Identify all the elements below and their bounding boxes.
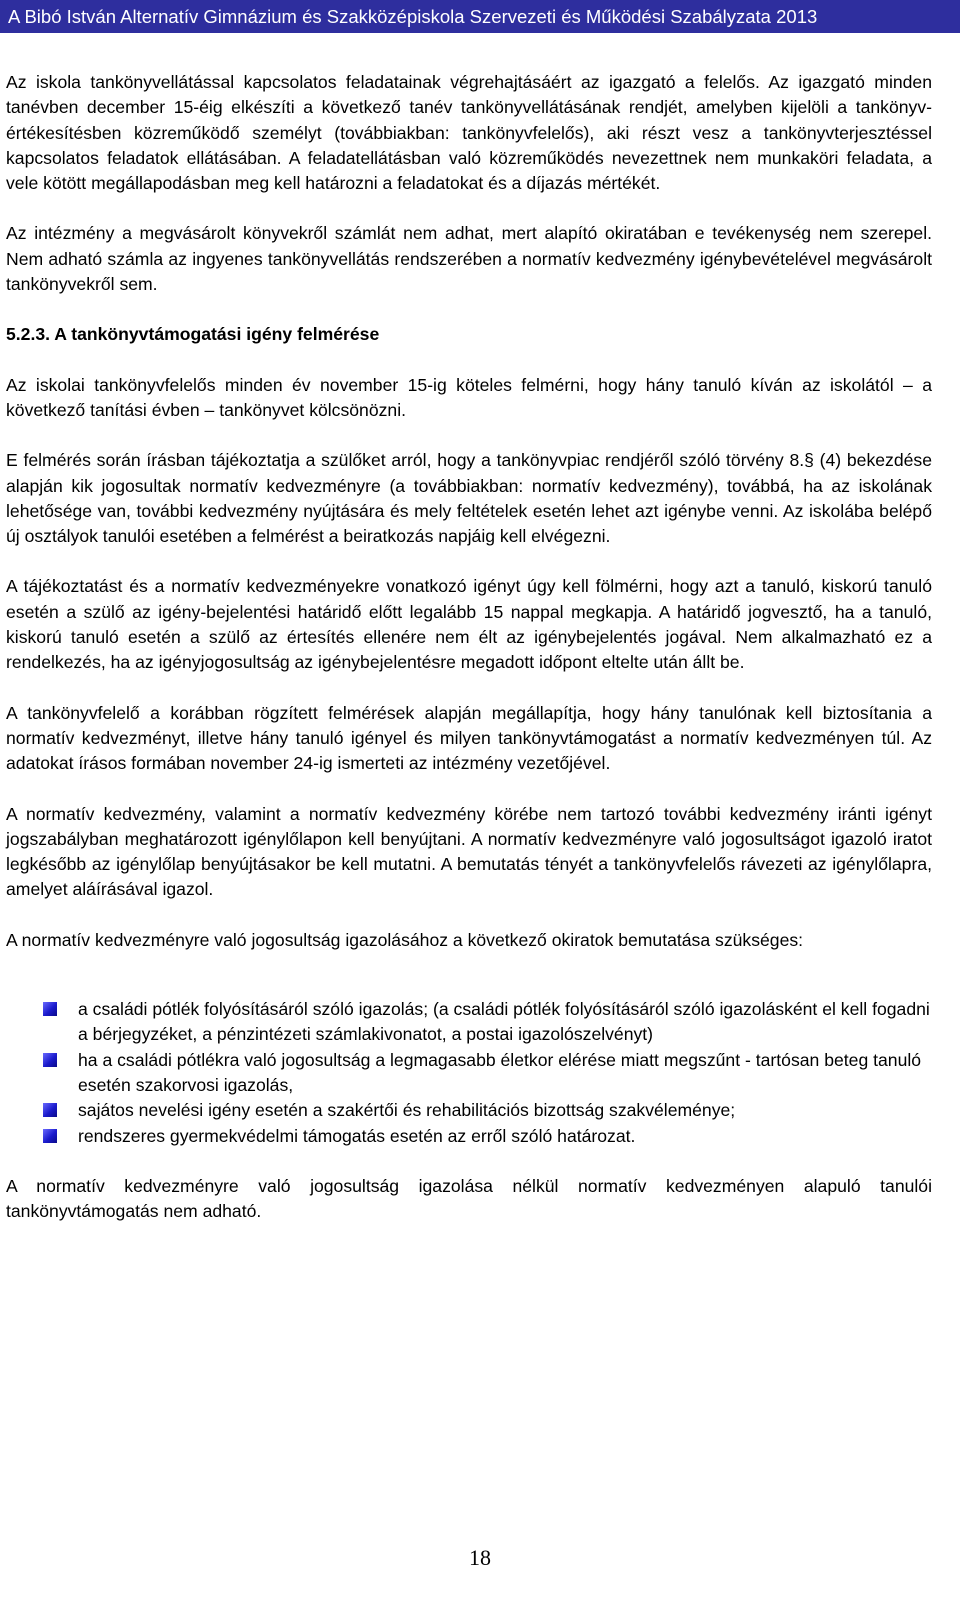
paragraph-deadline: A tájékoztatást és a normatív kedvezményekre vonatkozó igényt úgy kell fölmérni, hogy azt a tanuló, kiskorú tanuló esetén a szülő az igény-bejelentési határidő előtt legalább 15 nappal megkapja. A határidő jogvesztő, ha a tanuló, kiskorú tanuló esetén a szülő az értesítés ellenére nem élt az igénybejelentés jogával. Nem alkalmazható ez a rendelkezés, ha az igényjogosultság az igénybejelentésre megadott időpont eltelte után állt be. — [6, 576, 932, 673]
section-title: A tankönyvtámogatási igény felmérése — [54, 324, 380, 345]
square-bullet-icon — [43, 1103, 57, 1117]
list-item — [6, 1048, 932, 1099]
list-item-text: ha a családi pótlékra való jogosultság a legmagasabb életkor elérése miatt megszűnt - tartósan beteg tanuló esetén szakorvosi igazolás, — [78, 1049, 922, 1095]
documents-list — [6, 997, 932, 1149]
section-heading — [6, 322, 932, 347]
square-bullet-icon — [43, 1129, 57, 1143]
paragraph-textbook-officer: A tankönyvfelelő a korábban rögzített felmérések alapján megállapítja, hogy hány tanulónak kell biztosítania a normatív kedvezményt, illetve hány tanuló igényel és milyen tankönyvtámogatást a normatív kedvezményen túl. Az adatokat írásos formában november 24-ig ismerteti az intézmény vezetőjével. — [6, 702, 932, 774]
list-item-text: sajátos nevelési igény esetén a szakértői és rehabilitációs bizottság szakvéleménye; — [78, 1100, 736, 1121]
paragraph-survey: Az iskolai tankönyvfelelős minden év november 15-ig köteles felmérni, hogy hány tanuló kíván az iskolától – a következő tanítási évben – tankönyvet kölcsönözni. — [6, 374, 932, 420]
list-item — [6, 997, 932, 1048]
paragraph-invoice: Az intézmény a megvásárolt könyvekről számlát nem adhat, mert alapító okiratában e tevékenység nem szerepel. Nem adható számla az ingyenes tankönyvellátás rendszerében a normatív kedvezmény igénybevételével megvásárolt tankönyvekről sem. — [6, 223, 932, 295]
list-item-text: a családi pótlék folyósításáról szóló igazolás; (a családi pótlék folyósításáról szóló igazolásként el kell fogadni a bérjegyzéket, a pénzintézeti számlakivonatot, a postai igazolószelvényt) — [78, 999, 930, 1045]
paragraph-documents-intro: A normatív kedvezményre való jogosultság igazolásához a következő okiratok bemutatása szükséges: — [6, 929, 804, 950]
paragraph-no-support: A normatív kedvezményre való jogosultság igazolása nélkül normatív kedvezményen alapuló tanulói tankönyvtámogatás nem adható. — [6, 1175, 932, 1222]
square-bullet-icon — [43, 1053, 57, 1067]
paragraph-application-form: A normatív kedvezmény, valamint a normatív kedvezmény körébe nem tartozó további kedvezmény iránti igényt jogszabályban meghatározott igénylőlapon kell benyújtani. A normatív kedvezményre való jogosultságot igazoló iratot legkésőbb az igénylőlap benyújtásakor be kell mutatni. A bemutatás tényét a tankönyvfelelős rávezeti az igénylőlapra, amelyet aláírásával igazol. — [6, 803, 932, 900]
document-body — [6, 70, 932, 1249]
page-number: 18 — [469, 1545, 491, 1570]
paragraph-responsibility: Az iskola tankönyvellátással kapcsolatos feladatainak végrehajtásáért az igazgató a felelős. Az igazgató minden tanévben december 15-éig elkészíti a következő tanév tankönyvellátásának rendjét, amelyben kijelöli a tankönyv-értékesítésben közreműködő személyt (továbbiakban: tankönyvfelelős), aki részt vesz a tankönyvterjesztéssel kapcsolatos feladatok ellátásában. A feladatellátásban való közreműködés nevezettnek nem munkaköri feladata, a vele kötött megállapodásban meg kell határozni a feladatokat és a díjazás mértékét. — [6, 72, 932, 194]
list-item — [6, 1098, 932, 1123]
document-header: A Bibó István Alternatív Gimnázium és Szakközépiskola Szervezeti és Működési Szabályzata 2013 — [0, 0, 960, 33]
list-item-text: rendszeres gyermekvédelmi támogatás esetén az erről szóló határozat. — [78, 1125, 636, 1146]
list-item — [6, 1124, 932, 1149]
paragraph-parent-info: E felmérés során írásban tájékoztatja a szülőket arról, hogy a tankönyvpiac rendjéről szóló törvény 8.§ (4) bekezdése alapján kik jogosultak normatív kedvezményre (a továbbiakban: normatív kedvezmény), továbbá, ha az iskolának lehetősége van, további kedvezmény nyújtására és mely feltételek esetén lehet azt igénybe venni. Az iskolába belépő új osztályok tanulói esetében a felmérést a beiratkozás napjáig kell elvégezni. — [6, 450, 932, 547]
section-number: 5.2.3. — [6, 324, 51, 345]
square-bullet-icon — [43, 1002, 57, 1016]
